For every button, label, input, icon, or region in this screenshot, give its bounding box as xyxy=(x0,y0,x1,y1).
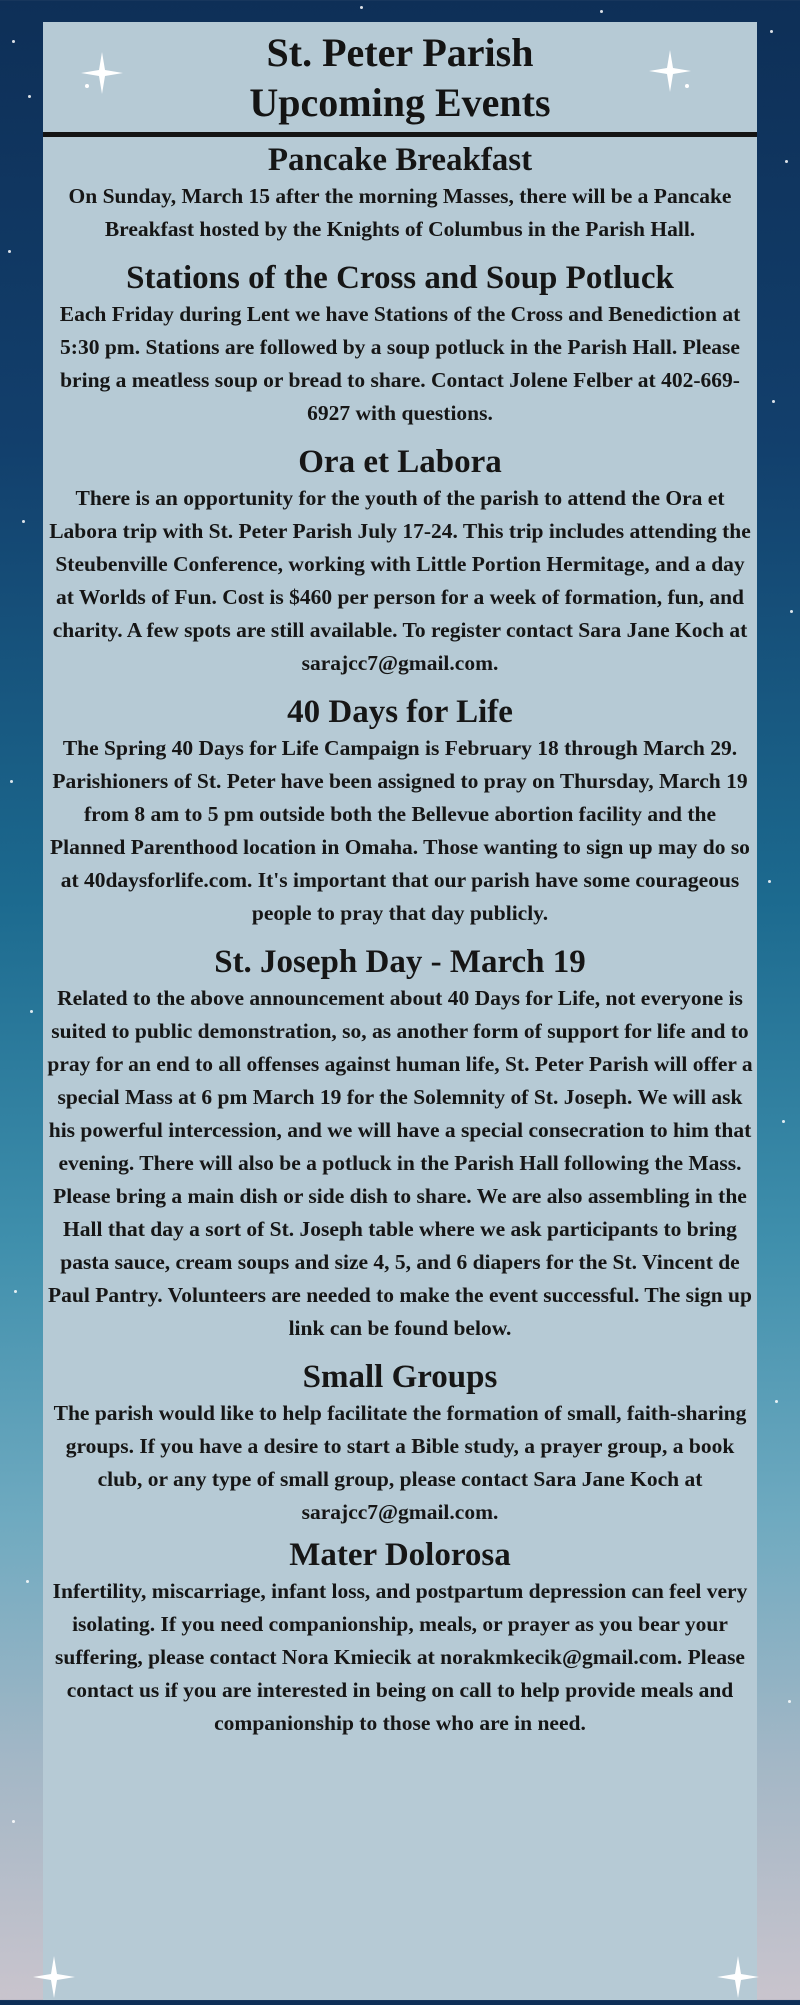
title-line-2: Upcoming Events xyxy=(249,80,551,125)
event-40-days-for-life xyxy=(43,692,757,930)
event-pancake-breakfast xyxy=(43,140,757,246)
star-dot xyxy=(790,610,793,613)
event-title: St. Joseph Day - March 19 xyxy=(214,944,586,980)
event-title: Mater Dolorosa xyxy=(289,1537,511,1573)
event-body: The parish would like to help facilitate the formation of small, faith-sharing groups. If you have a desire to start a Bible study, a prayer group, a book club, or any type of small group, please contact Sara Jane Koch at sarajcc7@gmail.com. xyxy=(53,1401,747,1524)
star-dot xyxy=(8,250,11,253)
star-dot xyxy=(14,1290,17,1293)
star-dot xyxy=(10,780,13,783)
event-title: Ora et Labora xyxy=(298,444,502,480)
star-dot xyxy=(782,1120,785,1123)
sparkle-icon xyxy=(31,1954,77,2000)
star-dot xyxy=(360,6,363,9)
star-dot xyxy=(788,1700,791,1703)
star-dot xyxy=(28,95,31,98)
event-body: There is an opportunity for the youth of the parish to attend the Ora et Labora trip with St. Peter Parish July 17-24. This trip includes attending the Steubenville Conference, working with Little Portion Hermitage, and a day at Worlds of Fun. Cost is $460 per person for a week of formation, fun, and charity. A few spots are still available. To register contact Sara Jane Koch at sarajcc7@gmail.com. xyxy=(49,486,751,675)
star-dot xyxy=(768,880,771,883)
sparkle-icon xyxy=(715,1954,761,2000)
event-small-groups xyxy=(43,1357,757,1529)
events-panel xyxy=(43,22,757,2000)
star-dot xyxy=(26,1580,29,1583)
event-title: Stations of the Cross and Soup Potluck xyxy=(126,260,674,296)
event-title: 40 Days for Life xyxy=(287,694,513,730)
event-body: Each Friday during Lent we have Stations of the Cross and Benediction at 5:30 pm. Stations are followed by a soup potluck in the Parish Hall. Please bring a meatless soup or bread to share. Contact Jolene Felber at 402-669-6927 with questions. xyxy=(59,302,741,425)
event-stations-of-the-cross xyxy=(43,258,757,430)
event-body: Related to the above announcement about 40 Days for Life, not everyone is suited to public demonstration, so, as another form of support for life and to pray for an end to all offenses against human life, St. Peter Parish will offer a special Mass at 6 pm March 19 for the Solemnity of St. Joseph. We will ask his powerful intercession, and we will have a special consecration to him that evening. There will also be a potluck in the Parish Hall following the Mass. Please bring a main dish or side dish to share. We are also assembling in the Hall that day a sort of St. Joseph table where we ask participants to bring pasta sauce, cream soups and size 4, 5, and 6 diapers for the St. Vincent de Paul Pantry. Volunteers are needed to make the event successful. The sign up link can be found below. xyxy=(47,986,753,1340)
star-dot xyxy=(30,1010,33,1013)
event-ora-et-labora xyxy=(43,442,757,680)
title-line-1: St. Peter Parish xyxy=(266,30,534,75)
star-dot xyxy=(12,40,15,43)
star-dot xyxy=(775,1400,778,1403)
star-dot xyxy=(772,400,775,403)
star-dot xyxy=(22,520,25,523)
star-dot xyxy=(12,1820,15,1823)
page-header xyxy=(43,22,757,137)
event-mater-dolorosa xyxy=(43,1535,757,1740)
star-dot xyxy=(600,10,603,13)
event-title: Pancake Breakfast xyxy=(267,142,533,178)
page-title xyxy=(43,22,757,128)
event-body: On Sunday, March 15 after the morning Masses, there will be a Pancake Breakfast hosted by the Knights of Columbus in the Parish Hall. xyxy=(68,184,732,241)
event-body: Infertility, miscarriage, infant loss, and postpartum depression can feel very isolating. If you need companionship, meals, or prayer as you bear your suffering, please contact Nora Kmiecik at norakmkecik@gmail.com. Please contact us if you are interested in being on call to help provide meals and companionship to those who are in need. xyxy=(52,1579,748,1735)
event-title: Small Groups xyxy=(302,1359,498,1395)
event-body: The Spring 40 Days for Life Campaign is February 18 through March 29. Parishioners of St. Peter have been assigned to pray on Thursday, March 19 from 8 am to 5 pm outside both the Bellevue abortion facility and the Planned Parenthood location in Omaha. Those wanting to sign up may do so at 40daysforlife.com. It's important that our parish have some courageous people to pray that day publicly. xyxy=(50,736,750,925)
event-st-joseph-day xyxy=(43,942,757,1345)
star-dot xyxy=(770,30,773,33)
star-dot xyxy=(785,160,788,163)
